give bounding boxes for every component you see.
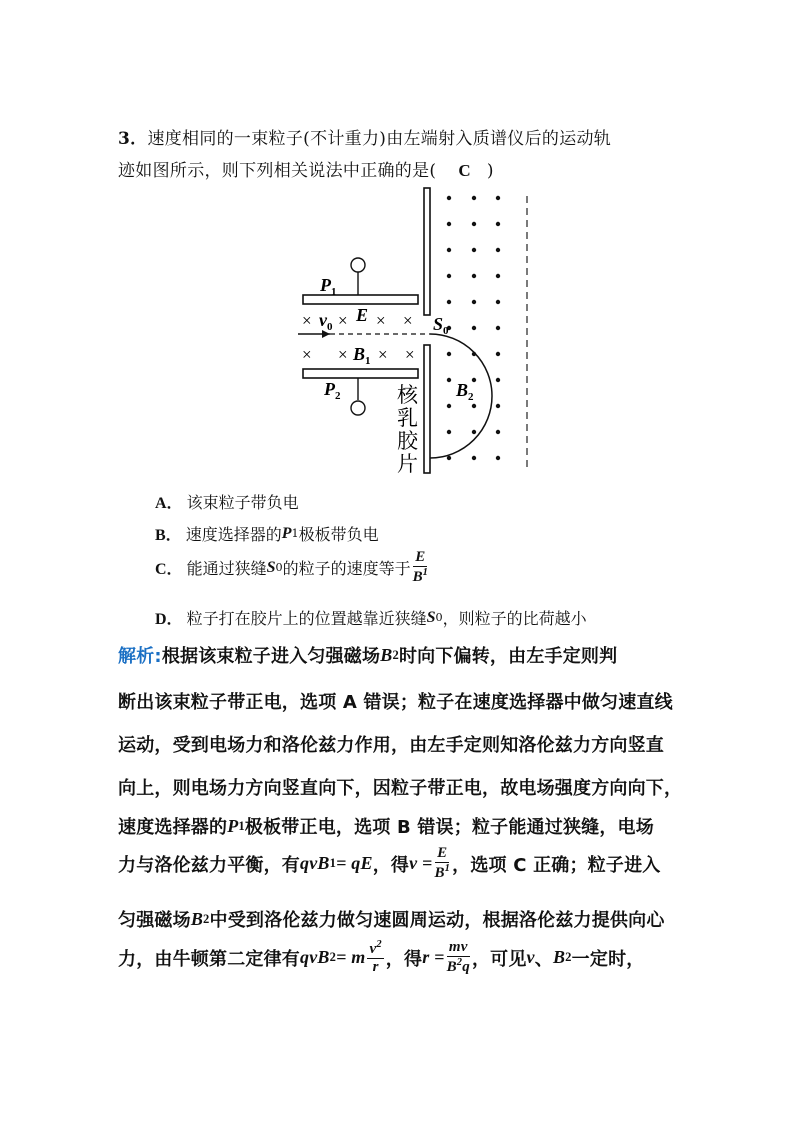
option-c-text-b: 的粒子的速度等于 — [282, 559, 411, 578]
question-text-2: 迹如图所示，则下列相关说法中正确的是( — [118, 161, 437, 181]
explanation-symbol: v — [526, 947, 535, 967]
explanation-text: ，得 — [372, 854, 410, 876]
field-dot — [496, 196, 500, 200]
option-b-text-a: 速度选择器的 — [185, 525, 282, 544]
option-d-sub: 0 — [435, 611, 443, 624]
terminal-p1 — [351, 258, 365, 272]
field-dot — [447, 378, 451, 382]
label-p2: $P_2$ — [324, 379, 341, 402]
explanation-text: 力与洛伦兹力平衡，有 — [118, 854, 300, 876]
field-dot — [496, 404, 500, 408]
label-e: E — [356, 305, 369, 325]
field-dot — [447, 430, 451, 434]
explanation-symbol: B — [380, 644, 393, 665]
option-b-sub: 1 — [291, 527, 299, 540]
field-dot — [496, 456, 500, 460]
explanation-text: ，得 — [385, 948, 423, 970]
cross-mark: × — [378, 345, 388, 364]
cross-mark: × — [403, 311, 413, 330]
option-a-text: 该束粒子带负电 — [186, 493, 299, 512]
option-b-symbol: P — [281, 524, 292, 542]
field-dot — [472, 196, 476, 200]
explanation-sub: 1 — [329, 856, 337, 870]
explanation-line-5 — [118, 813, 654, 839]
field-dot — [472, 430, 476, 434]
field-dot — [472, 248, 476, 252]
explanation-fraction-v2-over-r: $\frac{v^2}{r}$ — [369, 939, 382, 975]
question-text-2-close: ) — [486, 161, 494, 181]
explanation-fraction-mv-over-b2q: $\frac{mv}{B^2q}$ — [446, 939, 470, 975]
label-b1: $B_1$ — [353, 344, 371, 367]
cross-mark: × — [302, 345, 312, 364]
field-dot — [496, 248, 500, 252]
explanation-sub: 2 — [392, 647, 399, 662]
explanation-sub: 2 — [329, 950, 337, 964]
explanation-text: 根据该束粒子进入匀强磁场 — [161, 646, 381, 667]
explanation-equation: = qE — [336, 853, 373, 873]
option-c-letter: C． — [155, 561, 183, 578]
cross-mark: × — [338, 345, 348, 364]
label-b2: $B_2$ — [456, 380, 474, 403]
film-label-char: 乳 — [397, 406, 418, 430]
option-c-symbol: S — [266, 558, 276, 576]
option-d-text-b: ，则粒子的比荷越小 — [442, 609, 587, 628]
label-p1: $P_1$ — [320, 275, 337, 298]
explanation-fraction-e-over-b: $\frac{E}{B^1}$ — [434, 845, 451, 881]
label-s0: $S_0$ — [433, 314, 449, 337]
question-number: 3． — [118, 129, 148, 149]
film-label-char: 片 — [397, 452, 418, 476]
field-dot — [496, 352, 500, 356]
field-dot — [447, 352, 451, 356]
explanation-sub: 1 — [238, 818, 245, 833]
explanation-symbol: B — [552, 947, 566, 967]
explanation-line-2 — [118, 688, 673, 714]
explanation-equation: = m — [336, 947, 366, 967]
plate-p1 — [303, 295, 418, 304]
field-dot — [496, 274, 500, 278]
field-dot — [447, 404, 451, 408]
explanation-text: 极板带正电，选项 B 错误；粒子能通过狭缝，电场 — [244, 817, 654, 838]
explanation-text: 力，由牛顿第二定律有 — [118, 948, 300, 970]
explanation-text: 中受到洛伦兹力做匀速圆周运动，根据洛伦兹力提供向心 — [209, 910, 665, 931]
explanation-text: 向上，则电场力方向竖直向下，因粒子带正电，故电场强度方向向下， — [118, 778, 683, 799]
field-dot — [472, 222, 476, 226]
terminal-p2 — [351, 401, 365, 415]
magnetic-field-dots — [447, 196, 500, 460]
option-a — [155, 490, 299, 513]
explanation-equation: r = — [422, 947, 445, 967]
option-b — [155, 522, 379, 545]
field-dot — [447, 196, 451, 200]
option-c-sub: 0 — [275, 561, 283, 574]
field-dot — [472, 404, 476, 408]
cross-mark: × — [376, 311, 386, 330]
field-dot — [447, 222, 451, 226]
explanation-line-8 — [118, 940, 644, 975]
separator-plate-upper — [424, 188, 430, 315]
explanation-symbol: P — [227, 815, 239, 836]
option-d-symbol: S — [426, 608, 436, 626]
explanation-line-4 — [118, 774, 682, 800]
option-b-text-b: 极板带负电 — [298, 525, 379, 544]
explanation-line-1 — [118, 642, 617, 668]
cross-mark: × — [302, 311, 312, 330]
explanation-text: 一定时， — [571, 948, 645, 970]
option-a-letter: A． — [155, 495, 183, 512]
explanation-sub: 2 — [565, 950, 572, 964]
explanation-text: 匀强磁场 — [118, 910, 191, 931]
explanation-equation: qvB — [300, 853, 330, 873]
plate-p2 — [303, 369, 418, 378]
field-dot — [496, 326, 500, 330]
option-b-letter: B． — [155, 527, 182, 544]
explanation-text: ，可见 — [471, 948, 527, 970]
field-dot — [447, 248, 451, 252]
field-dot — [496, 300, 500, 304]
explanation-label: 解析: — [118, 646, 162, 667]
question-text-1: 速度相同的一束粒子(不计重力)由左端射入质谱仪后的运动轨 — [147, 129, 612, 149]
option-c — [155, 550, 430, 585]
explanation-text: 运动，受到电场力和洛伦兹力作用，由左手定则知洛伦兹力方向竖直 — [118, 735, 664, 756]
field-dot — [472, 274, 476, 278]
explanation-text: 、 — [534, 948, 553, 970]
explanation-text: 速度选择器的 — [118, 817, 228, 838]
cross-mark: × — [338, 311, 348, 330]
mass-spectrometer-diagram — [0, 0, 794, 480]
field-dot — [472, 300, 476, 304]
option-d-letter: D． — [155, 611, 183, 628]
explanation-equation: v = — [409, 853, 433, 873]
field-dot — [496, 222, 500, 226]
answer-letter: C — [458, 161, 471, 180]
explanation-text: 断出该束粒子带正电，选项 A 错误；粒子在速度选择器中做匀速直线 — [118, 692, 673, 713]
cross-mark: × — [405, 345, 415, 364]
label-v0: $v_0$ — [319, 310, 333, 333]
field-dot — [447, 300, 451, 304]
field-dot — [496, 430, 500, 434]
explanation-sub: 2 — [203, 911, 210, 926]
field-dot — [447, 456, 451, 460]
explanation-line-6 — [118, 846, 660, 881]
explanation-text: 时向下偏转，由左手定则判 — [398, 646, 618, 667]
explanation-text: ，选项 C 正确；粒子进入 — [452, 854, 661, 876]
field-dot — [472, 326, 476, 330]
option-d-text-a: 粒子打在胶片上的位置越靠近狭缝 — [186, 609, 427, 628]
separator-plate-lower — [424, 345, 430, 473]
explanation-line-7 — [118, 906, 665, 932]
explanation-symbol: B — [190, 908, 204, 929]
option-c-text-a: 能通过狭缝 — [186, 559, 267, 578]
option-d — [155, 606, 587, 629]
option-c-fraction: $\frac{E}{B^1}$ — [412, 549, 428, 585]
film-label-char: 胶 — [397, 429, 418, 453]
field-dot — [496, 378, 500, 382]
explanation-equation: qvB — [300, 947, 330, 967]
explanation-line-3 — [118, 731, 664, 757]
film-label-char: 核 — [397, 383, 418, 407]
field-dot — [472, 456, 476, 460]
field-dot — [447, 274, 451, 278]
field-dot — [472, 378, 476, 382]
